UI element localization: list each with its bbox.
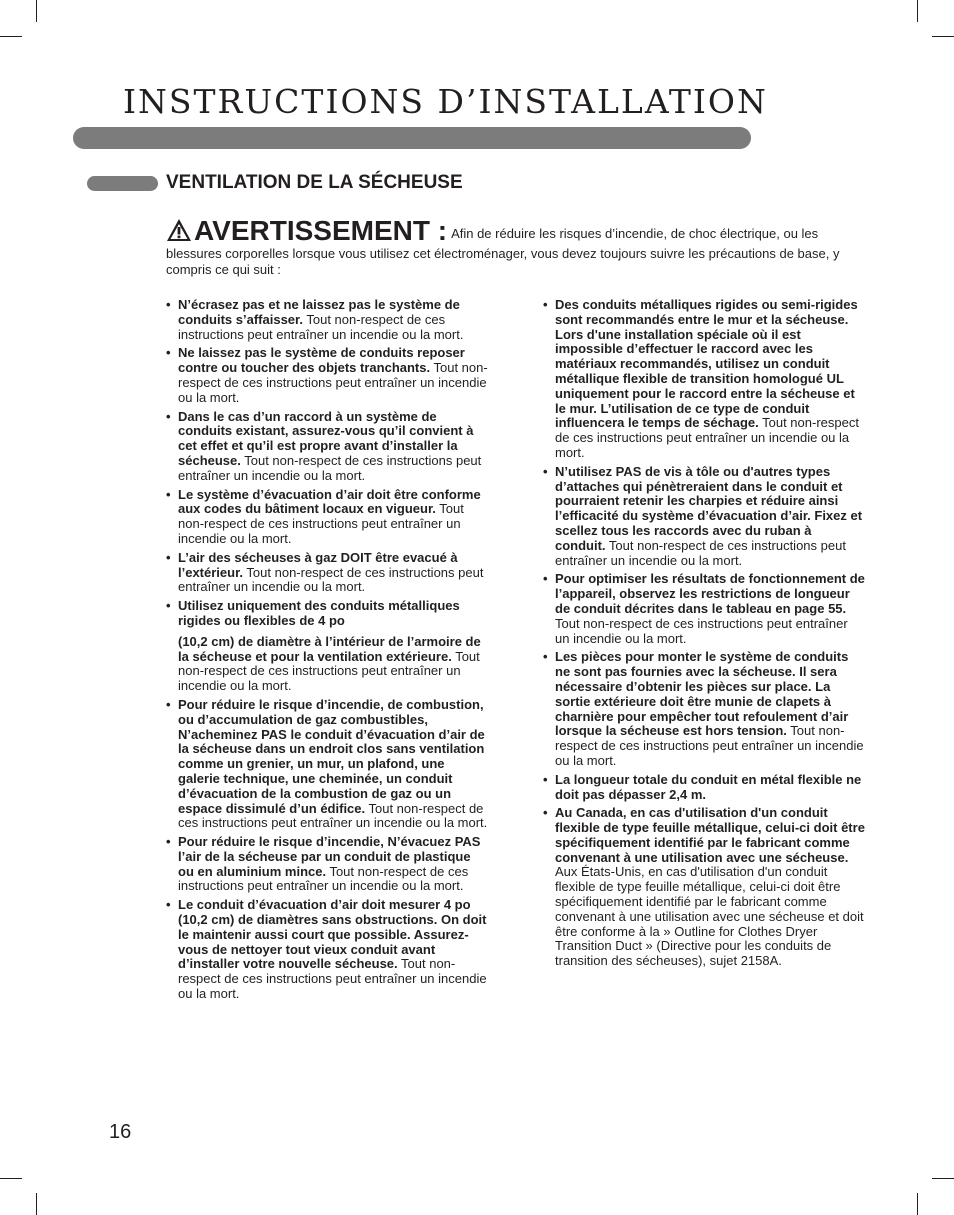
crop-mark: [932, 36, 954, 37]
crop-mark: [36, 1193, 37, 1215]
crop-mark: [0, 36, 22, 37]
page-number: 16: [109, 1121, 132, 1143]
list-item: • Ne laissez pas le système de conduits reposer contre ou toucher des objets tranchants. Tout non-respect de ces instructions peut entraîner un incendie ou la mort.: [166, 345, 488, 405]
list-item: • Pour réduire le risque d’incendie, de combustion, ou d’accumulation de gaz combustibles, N’acheminez PAS le conduit d’évacuation d’air de la sécheuse dans un endroit clos sans ventilation comme un grenier, un mur, un plafond, une galerie technique, une cheminée, un conduit d’évacuation de la combustion de gaz ou un espace dissimulé d’un édifice. Tout non-respect de ces instructions peut entraîner un incendie ou la mort.: [166, 696, 488, 831]
list-item: • Le système d’évacuation d’air doit être conforme aux codes du bâtiment locaux en vigueur. Tout non-respect de ces instructions peut entraîner un incendie ou la mort.: [166, 486, 481, 546]
list-item: • L’air des sécheuses à gaz DOIT être evacué à l’extérieur. Tout non-respect de ces instructions peut entraîner un incendie ou la mort.: [166, 549, 484, 595]
list-item: • Dans le cas d’un raccord à un système de conduits existant, assurez-vous qu’il convient à cet effet et qu’il est propre avant d’installer la sécheuse. Tout non-respect de ces instructions peut entraîner un incendie ou la mort.: [166, 408, 482, 483]
right-column: [543, 298, 865, 973]
title-underline-bar: [73, 127, 751, 149]
crop-mark: [917, 1193, 918, 1215]
section-marker-pill: [87, 176, 158, 191]
section-title: VENTILATION DE LA SÉCHEUSE: [166, 172, 463, 193]
list-item: • Utilisez uniquement des conduits métalliques rigides ou flexibles de 4 po (10,2 cm) de diamètre à l’intérieur de l’armoire de la sécheuse et pour la ventilation extérieure. Tout non-respect de ces instructions peut entraîner un incendie ou la mort.: [166, 598, 481, 694]
crop-mark: [917, 0, 918, 22]
list-item: • Pour réduire le risque d’incendie, N’évacuez PAS l’air de la sécheuse par un conduit de plastique ou en aluminium mince. Tout non-respect de ces instructions peut entraîner un incendie ou la mort.: [166, 834, 481, 894]
warning-triangle-icon: [166, 226, 194, 241]
crop-mark: [36, 0, 37, 22]
list-item: • Les pièces pour monter le système de conduits ne sont pas fournies avec la sécheuse. Il sera nécessaire d’obtenir les pièces sur place. La sortie extérieure doit être munie de clapets à charnière pour empêcher tout refoulement d’air lorsque la sécheuse est hors tension. Tout non-respect de ces instructions peut entraîner un incendie ou la mort.: [543, 649, 864, 768]
crop-mark: [932, 1178, 954, 1179]
crop-mark: [0, 1178, 22, 1179]
list-item: • Au Canada, en cas d'utilisation d'un conduit flexible de type feuille métallique, celui-ci doit être spécifiquement identifié par le fabricant comme convenant à une utilisation avec une sécheuse. Aux États-Unis, en cas d'utilisation d'un conduit flexible de type feuille métallique, celui-ci doit être spécifiquement identifié par le fabricant comme convenant à une utilisation avec une sécheuse et doit être conforme à la » Outline for Clothes Dryer Transition Duct » (Directive pour les conduits de transition des sécheuses), sujet 2158A.: [543, 805, 865, 969]
warning-heading: AVERTISSEMENT :: [194, 215, 448, 246]
list-item: • Pour optimiser les résultats de fonctionnement de l’appareil, observez les restrictions de longueur de conduit décrites dans le tableau en page 55. Tout non-respect de ces instructions peut entraîner un incendie ou la mort.: [543, 571, 865, 646]
warning-text: Afin de réduire les risques d’incendie, de choc électrique, ou les blessures corporelles lorsque vous utilisez cet électroménager, vous devez toujours suivre les précautions de base, y compris ce qui suit :: [166, 226, 840, 277]
warning-block: [166, 216, 856, 278]
list-item: • Le conduit d’évacuation d’air doit mesurer 4 po (10,2 cm) de diamètres sans obstructions. On doit le maintenir aussi court que possible. Assurez-vous de nettoyer tout vieux conduit avant d’installer votre nouvelle sécheuse. Tout non-respect de ces instructions peut entraîner un incendie ou la mort.: [166, 897, 487, 1002]
list-item: • La longueur totale du conduit en métal flexible ne doit pas dépasser 2,4 m.: [543, 771, 862, 802]
list-item: • N’utilisez PAS de vis à tôle ou d'autres types d’attaches qui pénètreraient dans le conduit et pourraient retenir les charpies et réduire ainsi l’efficacité du système d’évacuation d’air. Fixez et scellez tous les raccords avec du ruban à conduit. Tout non-respect de ces instructions peut entraîner un incendie ou la mort.: [543, 463, 863, 568]
list-item: • Des conduits métalliques rigides ou semi-rigides sont recommandés entre le mur et la sécheuse. Lors d'une installation spéciale où il est impossible d’effectuer le raccord avec les matériaux recommandés, utilisez un conduit métallique flexible de transition homologué UL uniquement pour le raccord entre la sécheuse et le mur. L’utilisation de ce type de conduit influencera le temps de séchage. Tout non-respect de ces instructions peut entraîner un incendie ou la mort.: [543, 297, 859, 460]
page-title: INSTRUCTIONS D’INSTALLATION: [123, 82, 768, 121]
list-item: • N’écrasez pas et ne laissez pas le système de conduits s’affaisser. Tout non-respect de ces instructions peut entraîner un incendie ou la mort.: [166, 297, 464, 342]
left-column: [166, 298, 488, 1006]
